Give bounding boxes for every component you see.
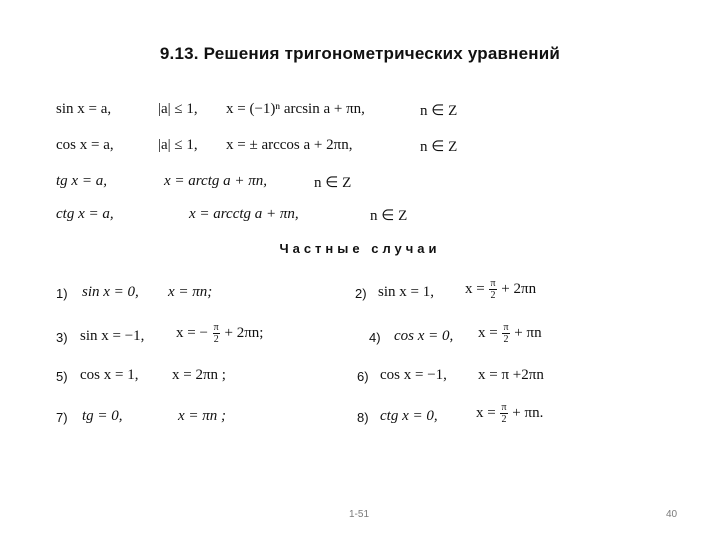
special-sol-8: x = $\frac{\pi}{2}$ + πn. xyxy=(476,402,544,425)
special-eq-7: tg = 0, xyxy=(82,408,123,424)
general-domain-tg: n ∈ Z xyxy=(314,175,352,191)
general-sol-sin: x = (−1)ⁿ arcsin a + πn, xyxy=(226,101,365,117)
fraction-pi-over-2: $\frac{\pi}{2}$ xyxy=(213,322,219,345)
general-eq-cos: cos x = a, xyxy=(56,137,114,153)
special-num-2: 2) xyxy=(355,286,367,301)
special-eq-4: cos x = 0, xyxy=(394,328,454,344)
special-sol-2: x = $\frac{\pi}{2}$ + 2πn xyxy=(465,278,537,301)
general-cond-cos: |a| ≤ 1, xyxy=(158,137,198,153)
special-sol-5: x = 2πn ; xyxy=(172,367,226,383)
special-sol-7: x = πn ; xyxy=(178,408,227,424)
special-sol-4: x = $\frac{\pi}{2}$ + πn xyxy=(478,322,542,345)
special-eq-3: sin x = −1, xyxy=(80,328,145,344)
general-sol-ctg: x = arcctg a + πn, xyxy=(189,206,299,222)
special-num-4: 4) xyxy=(369,330,381,345)
special-num-7: 7) xyxy=(56,410,68,425)
special-eq-5: cos x = 1, xyxy=(80,367,139,383)
fraction-pi-over-2: $\frac{\pi}{2}$ xyxy=(501,402,507,425)
general-cond-sin: |a| ≤ 1, xyxy=(158,101,198,117)
special-sol-3: x = − $\frac{\pi}{2}$ + 2πn; xyxy=(176,322,264,345)
general-sol-cos: x = ± arccos a + 2πn, xyxy=(226,137,353,153)
special-sol-1: x = πn; xyxy=(168,284,213,300)
special-num-3: 3) xyxy=(56,330,68,345)
special-num-5: 5) xyxy=(56,369,68,384)
general-domain-ctg: n ∈ Z xyxy=(370,208,408,224)
footer-page-number: 40 xyxy=(666,509,678,520)
special-sol-6: x = π +2πn xyxy=(478,367,544,383)
general-sol-tg: x = arctg a + πn, xyxy=(164,173,268,189)
general-domain-sin: n ∈ Z xyxy=(420,103,458,119)
general-domain-cos: n ∈ Z xyxy=(420,139,458,155)
general-eq-tg: tg x = a, xyxy=(56,173,107,189)
general-eq-sin: sin x = a, xyxy=(56,101,112,117)
special-eq-6: cos x = −1, xyxy=(380,367,447,383)
footer-slide-id: 1-51 xyxy=(349,509,370,520)
special-num-1: 1) xyxy=(56,286,68,301)
fraction-pi-over-2: $\frac{\pi}{2}$ xyxy=(490,278,496,301)
slide-title: 9.13. Решения тригонометрических уравнений xyxy=(159,44,561,63)
fraction-pi-over-2: $\frac{\pi}{2}$ xyxy=(503,322,509,345)
special-eq-1: sin x = 0, xyxy=(82,284,139,300)
special-num-8: 8) xyxy=(357,410,369,425)
special-eq-2: sin x = 1, xyxy=(378,284,434,300)
special-cases-heading: Частные случаи xyxy=(279,241,441,256)
special-num-6: 6) xyxy=(357,369,369,384)
special-eq-8: ctg x = 0, xyxy=(380,408,438,424)
general-eq-ctg: ctg x = a, xyxy=(56,206,114,222)
